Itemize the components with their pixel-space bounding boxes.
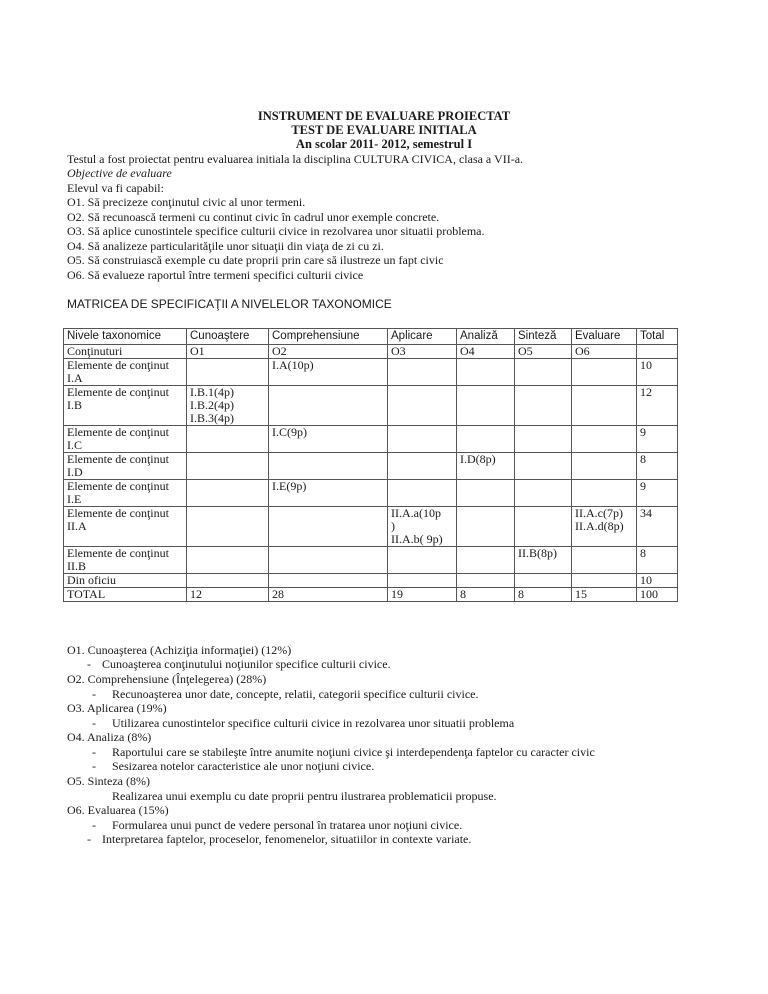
table-cell [515, 507, 572, 547]
level-title: O2. Comprehensiune (Înţelegerea) (28%) [67, 672, 267, 686]
list-item-text: Cunoaşterea conţinutului noţiunilor specifice culturii civice. [102, 657, 391, 671]
row-label-cell: Elemente de conţinut I.B [64, 386, 187, 426]
table-cell [187, 507, 269, 547]
table-cell: I.A(10p) [269, 359, 388, 386]
document-page: INSTRUMENT DE EVALUARE PROIECTAT TEST DE EVALUARE INITIALA An scolar 2011- 2012, semestrul I Testul a fost proiectat pentru evaluarea initiala la disciplina CULTURA CIVICA, clasa a VII-a. Objective de evaluare Elevul va fi capabil: O1. Să precizeze conţinutul civic al unor termeni. O2. Să recunoască termeni cu continut civic în cadrul unor exemple concrete. O3. Să aplice cunostintele specifice culturii civice in rezolvarea unor situatii problema. O4. Să analizeze particularităţile unor situaţii din viaţa de zi cu zi. O5. Să construiască exemple cu date proprii prin care să ilustreze un fapt civic O6. Să evalueze raportul între termeni specifici culturii civice MATRICEA DE SPECIFICAŢII A NIVELELOR TAXONOMICE Nivele taxonomice Cunoaştere Comprehensiune Aplicare Analiză Sinteză Evaluare Total Conţinuturi O1 O2 O3 O4 O5 O6 Elemente de conţinut I.A I.A(10p) 10 Elemente de conţinut I.B I.B.1(4p) I.B.2(4p) I.B.3(4p) 12 Elemente de conţinut I.C I.C(9p) 9 Elemente de conţinut I.D I.D(8p) 8 Elemente de conţinut I.E I.E(9p) 9 Elemente de conţinut II.A II.A.a(10p ) II.A.b( 9p) II.A.c(7p) II.A.d(8p) 34 Elemente de conţinut II.B II.B(8p) 8 Din oficiu 10 TOTAL 12 28 19 8 8 15 100 O1. Cunoaşterea (Achiziţia informaţiei) (12%) - Cunoaşterea conţinutului noţiunilor specifice culturii civice. O2. Comprehensiune (Înţelegerea) (28%) - Recunoaşterea unor date, concepte, relatii, categorii specifice culturii civice. O3. Aplicarea (19%) - Utilizarea cunostintelor specifice culturii civice in rezolvarea unor situatii problema O4. Analiza (8%) - Raportului care se stabileşte între anumite noţiuni civice şi interdependenţa faptelor cu caracter civic - Sesizarea notelor caracteristice ale unor noţiuni civice. O5. Sinteza (8%) Realizarea unui exemplu cu date proprii pentru ilustrarea problematicii propuse. O6. Evaluarea (15%) - Formularea unui punct de vedere personal în tratarea unor noţiuni civice. - Interpretarea faptelor, proceselor, fenomenelor, situatiilor in contexte variate. [0, 0, 768, 994]
table-row [64, 359, 678, 386]
row-label-cell: Elemente de conţinut I.E [64, 480, 187, 507]
table-cell [572, 453, 637, 480]
header-cell: Evaluare [572, 329, 637, 345]
table-cell: 8 [457, 588, 515, 602]
table-cell [187, 574, 269, 588]
table-cell: O1 [187, 345, 269, 359]
table-cell: O3 [388, 345, 457, 359]
table-row [64, 588, 678, 602]
table-cell [187, 547, 269, 574]
level-title: O3. Aplicarea (19%) [67, 701, 167, 715]
list-item-text: Raportului care se stabileşte între anumite noţiuni civice şi interdependenţa faptelor cu caracter civic [112, 745, 595, 759]
table-cell: II.B(8p) [515, 547, 572, 574]
objectives-heading: Objective de evaluare [67, 166, 172, 180]
table-cell: 28 [269, 588, 388, 602]
table-cell [637, 345, 678, 359]
row-label-cell: Din oficiu [64, 574, 187, 588]
header-cell: Cunoaştere [187, 329, 269, 345]
table-header-row [64, 329, 678, 345]
table-cell: I.D(8p) [457, 453, 515, 480]
table-cell: I.C(9p) [269, 426, 388, 453]
table-cell [515, 480, 572, 507]
taxonomy-matrix-table [63, 328, 678, 602]
table-cell [572, 426, 637, 453]
table-cell: 9 [637, 480, 678, 507]
table-cell [388, 386, 457, 426]
capable-text: Elevul va fi capabil: [67, 181, 164, 195]
header-cell: Nivele taxonomice [64, 329, 187, 345]
table-cell: 8 [515, 588, 572, 602]
table-cell: O6 [572, 345, 637, 359]
table-cell: 100 [637, 588, 678, 602]
table-cell [187, 480, 269, 507]
table-cell: O5 [515, 345, 572, 359]
table-cell: I.E(9p) [269, 480, 388, 507]
table-row [64, 547, 678, 574]
table-cell [269, 507, 388, 547]
list-item-text: Sesizarea notelor caracteristice ale unor noţiuni civice. [112, 759, 375, 773]
table-cell [457, 574, 515, 588]
objective-item: O2. Să recunoască termeni cu continut civic în cadrul unor exemple concrete. [67, 210, 440, 224]
table-cell [572, 386, 637, 426]
level-title: O1. Cunoaşterea (Achiziţia informaţiei) (12%) [67, 643, 292, 657]
table-cell [572, 574, 637, 588]
header-cell: Comprehensiune [269, 329, 388, 345]
table-cell [187, 426, 269, 453]
table-cell [515, 359, 572, 386]
level-title: O5. Sinteza (8%) [67, 774, 150, 788]
table-row [64, 426, 678, 453]
matrix-title: MATRICEA DE SPECIFICAŢII A NIVELELOR TAXONOMICE [67, 297, 392, 311]
table-cell: 8 [637, 453, 678, 480]
table-cell [515, 574, 572, 588]
table-cell [515, 453, 572, 480]
table-cell: II.A.c(7p) II.A.d(8p) [572, 507, 637, 547]
row-label-cell: Elemente de conţinut I.A [64, 359, 187, 386]
doc-title: INSTRUMENT DE EVALUARE PROIECTAT [257, 109, 511, 123]
objective-item: O5. Să construiască exemple cu date proprii prin care să ilustreze un fapt civic [67, 253, 444, 267]
table-cell [572, 480, 637, 507]
row-label-cell: Conţinuturi [64, 345, 187, 359]
table-cell [572, 359, 637, 386]
table-cell: O4 [457, 345, 515, 359]
row-label-cell: Elemente de conţinut I.C [64, 426, 187, 453]
table-row [64, 574, 678, 588]
row-label-cell: Elemente de conţinut I.D [64, 453, 187, 480]
objective-item: O6. Să evalueze raportul între termeni specifici culturii civice [67, 268, 364, 282]
table-cell [515, 426, 572, 453]
table-row [64, 345, 678, 359]
table-cell: 15 [572, 588, 637, 602]
table-cell [515, 386, 572, 426]
table-cell [457, 480, 515, 507]
table-row [64, 480, 678, 507]
table-cell [388, 547, 457, 574]
table-cell [269, 386, 388, 426]
objective-item: O1. Să precizeze conţinutul civic al unor termeni. [67, 195, 306, 209]
table-cell [269, 453, 388, 480]
table-cell [457, 426, 515, 453]
table-body [64, 345, 678, 602]
row-label-cell: Elemente de conţinut II.B [64, 547, 187, 574]
list-item-text: Interpretarea faptelor, proceselor, fenomenelor, situatiilor in contexte variate. [102, 832, 472, 846]
table-cell [457, 507, 515, 547]
table-cell [269, 547, 388, 574]
table-cell: 19 [388, 588, 457, 602]
table-cell: I.B.1(4p) I.B.2(4p) I.B.3(4p) [187, 386, 269, 426]
table-cell [187, 359, 269, 386]
table-cell [572, 547, 637, 574]
table-cell [388, 574, 457, 588]
table-cell [457, 547, 515, 574]
table-cell [388, 426, 457, 453]
list-item-text: Recunoaşterea unor date, concepte, relatii, categorii specifice culturii civice. [112, 687, 479, 701]
table-cell: 10 [637, 359, 678, 386]
objective-item: O4. Să analizeze particularităţile unor situaţii din viaţa de zi cu zi. [67, 239, 384, 253]
table-cell [187, 453, 269, 480]
table-row [64, 507, 678, 547]
list-item-text: Utilizarea cunostintelor specifice culturii civice in rezolvarea unor situatii problema [112, 716, 515, 730]
intro-text: Testul a fost proiectat pentru evaluarea initiala la disciplina CULTURA CIVICA, clasa a VII-a. [67, 152, 524, 166]
table-cell: 10 [637, 574, 678, 588]
table-cell [269, 574, 388, 588]
doc-subtitle: TEST DE EVALUARE INITIALA [291, 123, 477, 137]
table-row [64, 453, 678, 480]
table-cell: 34 [637, 507, 678, 547]
list-item-text: Formularea unui punct de vedere personal în tratarea unor noţiuni civice. [112, 818, 463, 832]
row-label-cell: Elemente de conţinut II.A [64, 507, 187, 547]
school-year: An scolar 2011- 2012, semestrul I [295, 137, 473, 151]
row-label-cell: TOTAL [64, 588, 187, 602]
level-title: O4. Analiza (8%) [67, 730, 152, 744]
table-cell: 8 [637, 547, 678, 574]
table-cell [388, 359, 457, 386]
table-cell: II.A.a(10p ) II.A.b( 9p) [388, 507, 457, 547]
table-cell: O2 [269, 345, 388, 359]
table-cell [457, 386, 515, 426]
table-cell [388, 453, 457, 480]
header-cell: Analiză [457, 329, 515, 345]
table-cell: 9 [637, 426, 678, 453]
table-cell [388, 480, 457, 507]
header-cell: Total [637, 329, 678, 345]
table-row [64, 386, 678, 426]
table-cell: 12 [187, 588, 269, 602]
table-cell [457, 359, 515, 386]
header-cell: Aplicare [388, 329, 457, 345]
table-cell: 12 [637, 386, 678, 426]
header-cell: Sinteză [515, 329, 572, 345]
objective-item: O3. Să aplice cunostintele specifice culturii civice in rezolvarea unor situatii problema. [67, 224, 485, 238]
level-title: O6. Evaluarea (15%) [67, 803, 169, 817]
list-item-text: Realizarea unui exemplu cu date proprii pentru ilustrarea problematicii propuse. [112, 789, 497, 803]
